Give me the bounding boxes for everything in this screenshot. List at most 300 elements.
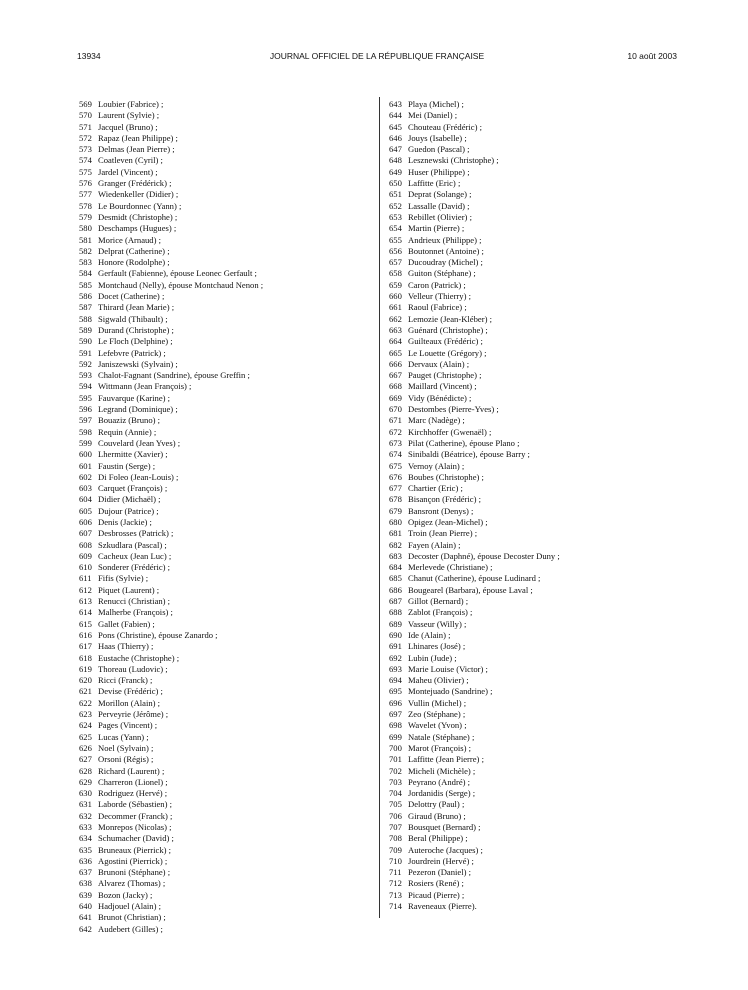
list-item xyxy=(389,348,689,359)
list-item xyxy=(79,901,369,912)
entry-name: Richard (Laurent) ; xyxy=(98,765,165,776)
entry-name: Wavelet (Yvon) ; xyxy=(408,720,467,731)
entry-number: 602 xyxy=(79,471,92,482)
entry-number: 666 xyxy=(389,358,402,369)
list-item xyxy=(389,641,689,652)
entry-name: Delprat (Catherine) ; xyxy=(98,245,170,256)
list-item xyxy=(389,709,689,720)
entry-name: Marc (Nadège) ; xyxy=(408,415,465,426)
entry-name: Boutonnet (Antoine) ; xyxy=(408,245,484,256)
entry-number: 698 xyxy=(389,720,402,731)
entry-number: 682 xyxy=(389,539,402,550)
entry-name: Decommer (Franck) ; xyxy=(98,810,173,821)
list-item xyxy=(389,110,689,121)
list-item xyxy=(389,675,689,686)
entry-name: Bruneaux (Pierrick) ; xyxy=(98,844,172,855)
list-item xyxy=(389,201,689,212)
list-item xyxy=(389,506,689,517)
entry-name: Vernoy (Alain) ; xyxy=(408,460,465,471)
entry-name: Audebert (Gilles) ; xyxy=(98,923,163,934)
entry-number: 583 xyxy=(79,257,92,268)
entry-number: 640 xyxy=(79,901,92,912)
entry-name: Alvarez (Thomas) ; xyxy=(98,878,166,889)
entry-number: 572 xyxy=(79,132,92,143)
entry-name: Docet (Catherine) ; xyxy=(98,291,165,302)
entry-number: 663 xyxy=(389,324,402,335)
entry-number: 687 xyxy=(389,596,402,607)
entry-number: 628 xyxy=(79,765,92,776)
entry-name: Faustin (Serge) ; xyxy=(98,460,156,471)
list-item xyxy=(389,720,689,731)
entry-name: Velleur (Thierry) ; xyxy=(408,291,471,302)
entry-number: 676 xyxy=(389,471,402,482)
list-item xyxy=(389,167,689,178)
list-item xyxy=(79,562,369,573)
entry-name: Raoul (Fabrice) ; xyxy=(408,302,467,313)
entry-name: Marie Louise (Victor) ; xyxy=(408,663,488,674)
entry-name: Playa (Michel) ; xyxy=(408,99,464,109)
list-item xyxy=(389,551,689,562)
entry-number: 577 xyxy=(79,189,92,200)
entry-name: Martin (Pierre) ; xyxy=(408,223,465,234)
entry-number: 634 xyxy=(79,833,92,844)
list-item xyxy=(79,686,369,697)
list-item xyxy=(79,540,369,551)
list-item xyxy=(79,799,369,810)
list-item xyxy=(389,664,689,675)
list-item xyxy=(389,280,689,291)
entry-name: Rosiers (René) ; xyxy=(408,878,464,889)
list-item xyxy=(389,766,689,777)
entry-number: 579 xyxy=(79,211,92,222)
entry-name: Vidy (Bénédicte) ; xyxy=(408,392,472,403)
entry-name: Thirard (Jean Marie) ; xyxy=(98,302,175,313)
left-column xyxy=(79,99,369,935)
list-item xyxy=(389,461,689,472)
entry-number: 616 xyxy=(79,629,92,640)
entry-name: Bouaziz (Bruno) ; xyxy=(98,415,161,426)
list-item xyxy=(79,777,369,788)
entry-name: Piquet (Laurent) ; xyxy=(98,584,160,595)
entry-number: 660 xyxy=(389,291,402,302)
list-item xyxy=(389,573,689,584)
entry-number: 661 xyxy=(389,302,402,313)
entry-name: Desbrosses (Patrick) ; xyxy=(98,528,174,539)
entry-number: 569 xyxy=(79,99,92,109)
entry-number: 657 xyxy=(389,257,402,268)
entry-name: Brunot (Christian) ; xyxy=(98,912,166,923)
entry-number: 704 xyxy=(389,788,402,799)
entry-number: 653 xyxy=(389,211,402,222)
list-item xyxy=(79,235,369,246)
list-item xyxy=(389,370,689,381)
right-column xyxy=(389,99,689,912)
list-item xyxy=(79,822,369,833)
entry-name: Montchaud (Nelly), épouse Montchaud Nenon ; xyxy=(98,279,264,290)
list-item xyxy=(79,641,369,652)
entry-number: 575 xyxy=(79,166,92,177)
entry-number: 637 xyxy=(79,867,92,878)
entry-name: Decoster (Daphné), épouse Decoster Duny ; xyxy=(408,550,560,561)
list-item xyxy=(389,630,689,641)
list-item xyxy=(389,404,689,415)
list-item xyxy=(79,754,369,765)
entry-name: Cacheux (Jean Luc) ; xyxy=(98,550,172,561)
entry-number: 578 xyxy=(79,200,92,211)
list-item xyxy=(79,415,369,426)
entry-name: Couvelard (Jean Yves) ; xyxy=(98,437,181,448)
entry-name: Ricci (Franck) ; xyxy=(98,675,153,686)
list-item xyxy=(79,336,369,347)
entry-name: Orsoni (Régis) ; xyxy=(98,754,154,765)
entry-name: Agostini (Pierrick) ; xyxy=(98,855,168,866)
list-item xyxy=(79,698,369,709)
list-item xyxy=(389,427,689,438)
entry-name: Renucci (Christian) ; xyxy=(98,596,171,607)
list-item xyxy=(79,325,369,336)
entry-name: Sinibaldi (Béatrice), épouse Barry ; xyxy=(408,449,530,460)
entry-name: Zablot (François) ; xyxy=(408,607,473,618)
entry-number: 607 xyxy=(79,528,92,539)
entry-number: 592 xyxy=(79,358,92,369)
entry-number: 675 xyxy=(389,460,402,471)
list-item xyxy=(79,766,369,777)
entry-name: Pezeron (Daniel) ; xyxy=(408,867,471,878)
entry-number: 713 xyxy=(389,889,402,900)
entry-number: 613 xyxy=(79,596,92,607)
entry-name: Schumacher (David) ; xyxy=(98,833,174,844)
entry-name: Carquet (François) ; xyxy=(98,483,168,494)
entry-name: Laffitte (Eric) ; xyxy=(408,178,461,189)
entry-name: Giraud (Bruno) ; xyxy=(408,810,466,821)
entry-name: Di Foleo (Jean-Louis) ; xyxy=(98,471,179,482)
entry-name: Beral (Philippe) ; xyxy=(408,833,468,844)
entry-name: Montejuado (Sandrine) ; xyxy=(408,686,493,697)
entry-number: 631 xyxy=(79,799,92,810)
entry-name: Morice (Arnaud) ; xyxy=(98,234,161,245)
entry-name: Lhinares (José) ; xyxy=(408,641,466,652)
entry-number: 647 xyxy=(389,144,402,155)
list-item xyxy=(389,619,689,630)
page-number: 13934 xyxy=(77,51,101,61)
entry-name: Didier (Michaël) ; xyxy=(98,494,161,505)
entry-number: 695 xyxy=(389,686,402,697)
entry-number: 585 xyxy=(79,279,92,290)
list-item xyxy=(389,133,689,144)
entry-number: 681 xyxy=(389,528,402,539)
entry-name: Fauvarque (Karine) ; xyxy=(98,392,171,403)
list-item xyxy=(389,833,689,844)
entry-name: Haas (Thierry) ; xyxy=(98,641,154,652)
entry-number: 680 xyxy=(389,516,402,527)
entry-number: 667 xyxy=(389,370,402,381)
entry-number: 620 xyxy=(79,675,92,686)
entry-number: 638 xyxy=(79,878,92,889)
list-item xyxy=(79,393,369,404)
entry-number: 635 xyxy=(79,844,92,855)
list-item xyxy=(389,494,689,505)
entry-number: 633 xyxy=(79,822,92,832)
list-item xyxy=(79,573,369,584)
list-item xyxy=(79,133,369,144)
list-item xyxy=(79,845,369,856)
entry-name: Le Floch (Delphine) ; xyxy=(98,336,173,347)
entry-name: Sigwald (Thibault) ; xyxy=(98,313,168,324)
entry-name: Huser (Philippe) ; xyxy=(408,166,470,177)
list-item xyxy=(79,912,369,923)
entry-number: 586 xyxy=(79,291,92,302)
entry-name: Mei (Daniel) ; xyxy=(408,110,458,121)
entry-number: 619 xyxy=(79,663,92,674)
list-item xyxy=(389,336,689,347)
entry-number: 692 xyxy=(389,652,402,663)
entry-name: Vullin (Michel) ; xyxy=(408,697,467,708)
entry-name: Legrand (Dominique) ; xyxy=(98,404,178,415)
column-divider xyxy=(379,97,380,918)
entry-name: Pauget (Christophe) ; xyxy=(408,370,482,381)
list-item xyxy=(79,99,369,110)
list-item xyxy=(79,427,369,438)
entry-name: Wittmann (Jean François) ; xyxy=(98,381,192,392)
entry-name: Loubier (Fabrice) ; xyxy=(98,99,164,109)
entry-name: Lubin (Jude) ; xyxy=(408,652,457,663)
entry-name: Bozon (Jacky) ; xyxy=(98,889,153,900)
list-item xyxy=(79,585,369,596)
entry-name: Troin (Jean Pierre) ; xyxy=(408,528,478,539)
entry-name: Lefebvre (Patrick) ; xyxy=(98,347,166,358)
list-item xyxy=(389,257,689,268)
list-item xyxy=(389,562,689,573)
entry-name: Opigez (Jean-Michel) ; xyxy=(408,516,488,527)
list-item xyxy=(79,291,369,302)
entry-name: Kirchhoffer (Gwenaël) ; xyxy=(408,426,492,437)
list-item xyxy=(79,110,369,121)
entry-name: Coatleven (Cyril) ; xyxy=(98,155,163,166)
list-item xyxy=(79,404,369,415)
entry-number: 685 xyxy=(389,573,402,584)
list-item xyxy=(389,472,689,483)
list-item xyxy=(79,438,369,449)
list-item xyxy=(389,754,689,765)
entry-name: Maheu (Olivier) ; xyxy=(408,675,469,686)
list-item xyxy=(389,777,689,788)
entry-number: 686 xyxy=(389,584,402,595)
entry-name: Brunoni (Stéphane) ; xyxy=(98,867,171,878)
entry-name: Jouys (Isabelle) ; xyxy=(408,132,467,143)
entry-name: Jardel (Vincent) ; xyxy=(98,166,158,177)
entry-number: 645 xyxy=(389,121,402,132)
entry-number: 625 xyxy=(79,731,92,742)
entry-name: Charreron (Lionel) ; xyxy=(98,776,168,787)
entry-name: Sonderer (Frédéric) ; xyxy=(98,562,171,573)
list-item xyxy=(79,494,369,505)
entry-name: Pons (Christine), épouse Zanardo ; xyxy=(98,629,218,640)
entry-name: Rodriguez (Hervé) ; xyxy=(98,788,168,799)
entry-number: 598 xyxy=(79,426,92,437)
entry-name: Bousquet (Bernard) ; xyxy=(408,822,481,832)
list-item xyxy=(389,393,689,404)
entry-number: 669 xyxy=(389,392,402,403)
entry-number: 711 xyxy=(389,867,402,878)
list-item xyxy=(389,246,689,257)
entry-number: 696 xyxy=(389,697,402,708)
entry-name: Guedon (Pascal) ; xyxy=(408,144,470,155)
entry-name: Gerfault (Fabienne), épouse Leonec Gerfault ; xyxy=(98,268,257,279)
list-item xyxy=(389,517,689,528)
entry-number: 622 xyxy=(79,697,92,708)
list-item xyxy=(79,189,369,200)
entry-name: Boubes (Christophe) ; xyxy=(408,471,484,482)
entry-number: 693 xyxy=(389,663,402,674)
entry-number: 574 xyxy=(79,155,92,166)
list-item xyxy=(389,189,689,200)
entry-number: 596 xyxy=(79,404,92,415)
entry-name: Picaud (Pierre) ; xyxy=(408,889,465,900)
entry-name: Szkudlara (Pascal) ; xyxy=(98,539,167,550)
entry-number: 642 xyxy=(79,923,92,934)
entry-number: 688 xyxy=(389,607,402,618)
list-item xyxy=(389,438,689,449)
entry-number: 708 xyxy=(389,833,402,844)
entry-number: 678 xyxy=(389,494,402,505)
list-item xyxy=(389,212,689,223)
entry-name: Bansront (Denys) ; xyxy=(408,505,474,516)
list-item xyxy=(79,732,369,743)
list-item xyxy=(79,122,369,133)
entry-number: 670 xyxy=(389,404,402,415)
list-item xyxy=(389,483,689,494)
entry-number: 674 xyxy=(389,449,402,460)
entry-number: 605 xyxy=(79,505,92,516)
list-item xyxy=(79,167,369,178)
list-item xyxy=(79,890,369,901)
entry-number: 604 xyxy=(79,494,92,505)
entry-name: Ducoudray (Michel) ; xyxy=(408,257,483,268)
entry-name: Thoreau (Ludovic) ; xyxy=(98,663,168,674)
list-item xyxy=(79,302,369,313)
list-item xyxy=(79,212,369,223)
list-item xyxy=(79,370,369,381)
entry-name: Bisançon (Frédéric) ; xyxy=(408,494,482,505)
list-item xyxy=(79,878,369,889)
entry-number: 576 xyxy=(79,178,92,189)
entry-number: 697 xyxy=(389,709,402,720)
list-item xyxy=(389,878,689,889)
entry-name: Peyrano (André) ; xyxy=(408,776,471,787)
entry-number: 710 xyxy=(389,855,402,866)
entry-number: 626 xyxy=(79,742,92,753)
entry-name: Andrieux (Philippe) ; xyxy=(408,234,482,245)
entry-number: 609 xyxy=(79,550,92,561)
entry-number: 587 xyxy=(79,302,92,313)
entry-name: Gillot (Bernard) ; xyxy=(408,596,469,607)
entry-number: 621 xyxy=(79,686,92,697)
entry-name: Le Louette (Grégory) ; xyxy=(408,347,487,358)
list-item xyxy=(79,607,369,618)
entry-number: 700 xyxy=(389,742,402,753)
entry-name: Deprat (Solange) ; xyxy=(408,189,472,200)
entry-number: 629 xyxy=(79,776,92,787)
list-item xyxy=(79,155,369,166)
list-item xyxy=(79,856,369,867)
entry-name: Merlevede (Christiane) ; xyxy=(408,562,493,573)
list-item xyxy=(79,528,369,539)
entry-number: 659 xyxy=(389,279,402,290)
entry-number: 691 xyxy=(389,641,402,652)
entry-name: Chouteau (Frédéric) ; xyxy=(408,121,482,132)
list-item xyxy=(389,314,689,325)
entry-name: Lemozie (Jean-Kléber) ; xyxy=(408,313,492,324)
list-item xyxy=(389,788,689,799)
entry-number: 668 xyxy=(389,381,402,392)
entry-number: 627 xyxy=(79,754,92,765)
list-item xyxy=(79,359,369,370)
list-item xyxy=(389,653,689,664)
entry-number: 630 xyxy=(79,788,92,799)
journal-title: JOURNAL OFFICIEL DE LA RÉPUBLIQUE FRANÇAISE xyxy=(269,51,485,61)
entry-number: 589 xyxy=(79,324,92,335)
list-item xyxy=(79,619,369,630)
entry-name: Guiton (Stéphane) ; xyxy=(408,268,476,279)
list-item xyxy=(389,867,689,878)
list-item xyxy=(79,675,369,686)
entry-name: Bougearel (Barbara), épouse Laval ; xyxy=(408,584,533,595)
entry-number: 588 xyxy=(79,313,92,324)
list-item xyxy=(389,122,689,133)
entry-name: Micheli (Michèle) ; xyxy=(408,765,476,776)
entry-number: 705 xyxy=(389,799,402,810)
entry-number: 597 xyxy=(79,415,92,426)
entry-number: 648 xyxy=(389,155,402,166)
entry-name: Maillard (Vincent) ; xyxy=(408,381,477,392)
entry-name: Laffitte (Jean Pierre) ; xyxy=(408,754,484,765)
entry-number: 582 xyxy=(79,245,92,256)
entry-number: 636 xyxy=(79,855,92,866)
entry-number: 611 xyxy=(79,573,92,584)
list-item xyxy=(79,596,369,607)
list-item xyxy=(79,924,369,935)
entry-name: Chartier (Eric) ; xyxy=(408,483,463,494)
page-header xyxy=(77,51,677,63)
list-item xyxy=(79,664,369,675)
entry-number: 644 xyxy=(389,110,402,121)
entry-name: Jordanidis (Serge) ; xyxy=(408,788,476,799)
entry-number: 658 xyxy=(389,268,402,279)
entry-name: Pages (Vincent) ; xyxy=(98,720,158,731)
list-item xyxy=(389,596,689,607)
entry-name: Morillon (Alain) ; xyxy=(98,697,161,708)
entry-number: 593 xyxy=(79,370,92,381)
entry-name: Delottry (Paul) ; xyxy=(408,799,465,810)
entry-number: 600 xyxy=(79,449,92,460)
list-item xyxy=(79,788,369,799)
entry-number: 632 xyxy=(79,810,92,821)
list-item xyxy=(79,653,369,664)
list-item xyxy=(79,506,369,517)
entry-number: 595 xyxy=(79,392,92,403)
entry-name: Auteroche (Jacques) ; xyxy=(408,844,483,855)
publication-date: 10 août 2003 xyxy=(627,51,677,61)
entry-name: Le Bourdonnec (Yann) ; xyxy=(98,200,182,211)
entry-name: Laborde (Sébastien) ; xyxy=(98,799,172,810)
entry-number: 706 xyxy=(389,810,402,821)
entry-name: Dervaux (Alain) ; xyxy=(408,358,470,369)
entry-number: 643 xyxy=(389,99,402,109)
list-item xyxy=(79,144,369,155)
entry-number: 612 xyxy=(79,584,92,595)
list-item xyxy=(79,551,369,562)
entry-number: 584 xyxy=(79,268,92,279)
